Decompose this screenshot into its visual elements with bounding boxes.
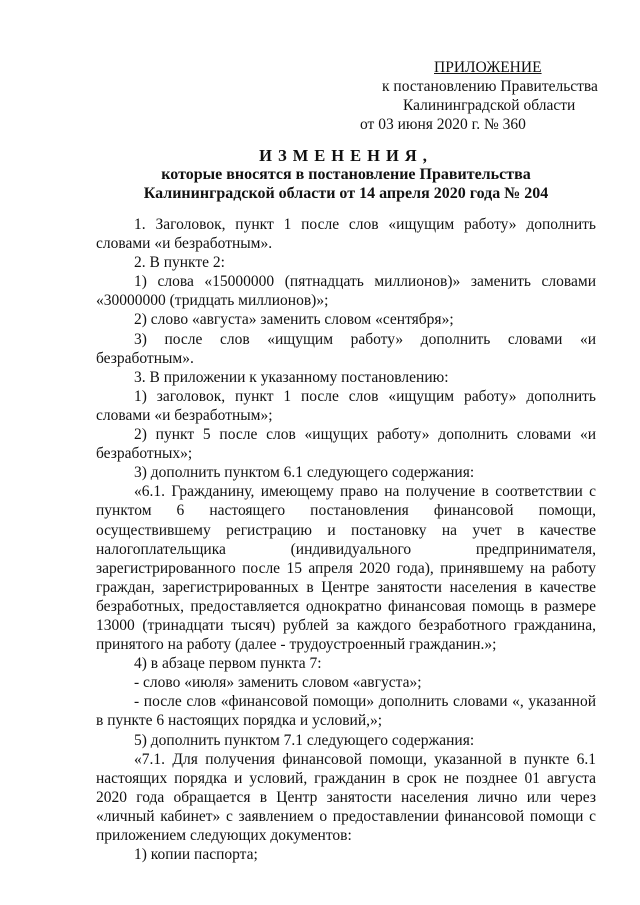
paragraph: 1) копии паспорта; xyxy=(134,846,258,864)
paragraph: 5) дополнить пунктом 7.1 следующего содержания: xyxy=(134,731,475,749)
appendix-line-2: Калининградской области xyxy=(403,97,576,114)
paragraph: 1) заголовок, пункт 1 после слов «ищущим работу» дополнить словами «и безработным»; xyxy=(96,387,596,424)
heading-subtitle: которые вносятся в постановление Правительства Калининградской области от 14 апреля 2020 года № 204 xyxy=(143,166,549,202)
heading-title: ИЗМЕНЕНИЯ, xyxy=(259,146,433,165)
paragraph: 3) после слов «ищущим работу» дополнить словами «и безработным». xyxy=(96,330,596,367)
appendix-header xyxy=(360,58,610,134)
paragraph: - после слов «финансовой помощи» дополнить словами «, указанной в пункте 6 настоящих порядка и условий,»; xyxy=(96,693,596,730)
appendix-line-1: к постановлению Правительства xyxy=(382,78,598,95)
appendix-date-line: от 03 июня 2020 г. № 360 xyxy=(360,116,526,133)
document-body xyxy=(96,215,596,864)
appendix-title: ПРИЛОЖЕНИЕ xyxy=(434,59,542,76)
paragraph: «7.1. Для получения финансовой помощи, указанной в пункте 6.1 настоящих порядка и условий, гражданин в срок не позднее 01 августа 2020 года обращается в Центр занятости населения лично или через «личный кабинет» с заявлением о предоставлении финансовой помощи с приложением следующих документов: xyxy=(96,750,596,844)
paragraph: 2) слово «августа» заменить словом «сентября»; xyxy=(134,311,454,329)
paragraph: 3) дополнить пунктом 6.1 следующего содержания: xyxy=(134,464,475,482)
paragraph: 2. В пункте 2: xyxy=(134,254,225,272)
paragraph: 2) пункт 5 после слов «ищущих работу» дополнить словами «и безработных»; xyxy=(96,426,596,463)
paragraph: - слово «июля» заменить словом «августа»; xyxy=(134,674,422,692)
paragraph: «6.1. Гражданину, имеющему право на получение в соответствии с пунктом 6 настоящего постановления финансовой помощи, осуществившему регистрацию и постановку на учет в качестве налогоплательщика (индивидуального предпринимателя, зарегистрированного после 15 апреля 2020 года), принявшему на работу граждан, зарегистрированных в Центре занятости населения в качестве безработных, предоставляется однократно финансовая помощь в размере 13000 (тринадцати тысяч) рублей за каждого безработного гражданина, принятого на работу (далее - трудоустроенный гражданин.»; xyxy=(96,483,596,654)
paragraph: 4) в абзаце первом пункта 7: xyxy=(134,655,322,673)
paragraph: 1. Заголовок, пункт 1 после слов «ищущим работу» дополнить словами «и безработным». xyxy=(96,216,596,253)
document-heading xyxy=(96,146,596,203)
paragraph: 1) слова «15000000 (пятнадцать миллионов)» заменить словами «30000000 (тридцать миллионов)»; xyxy=(96,273,596,310)
paragraph: 3. В приложении к указанному постановлению: xyxy=(134,368,449,386)
